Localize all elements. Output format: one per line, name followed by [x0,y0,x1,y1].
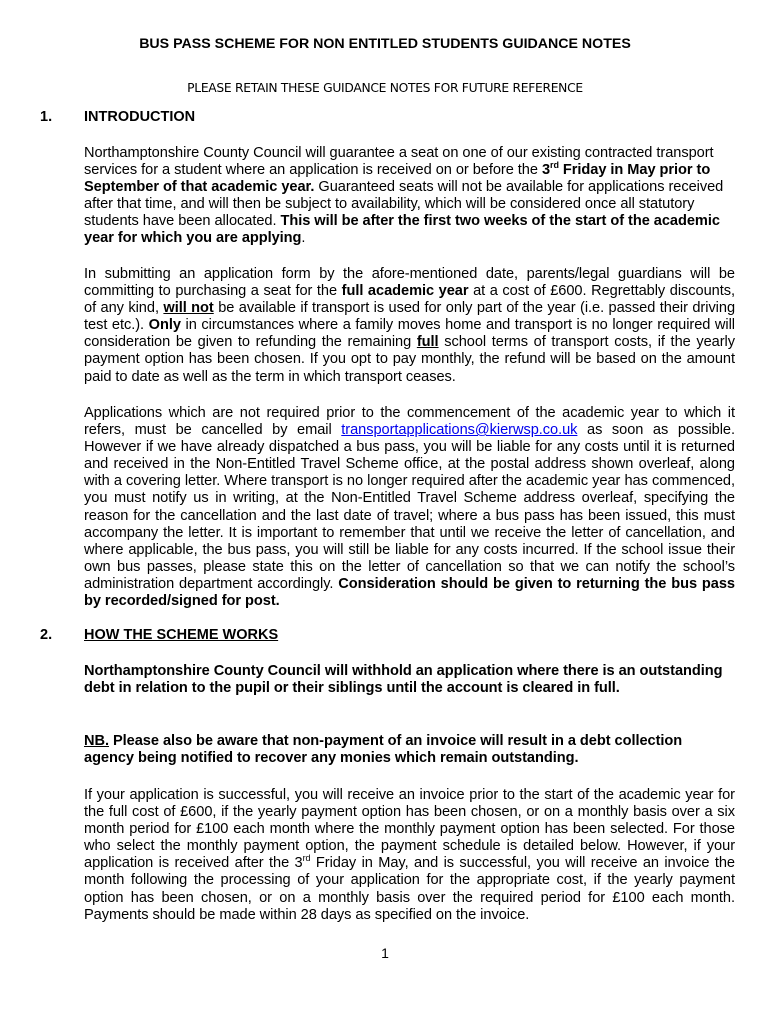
text-run: . [301,230,306,247]
text-run: be available if transport is used for only part of the year (i.e. passed their driving test etc.). [84,300,736,334]
text-run: Applications which are not required prior to the commencement of the academic year to which it refers, must be cancelled by email [84,405,735,439]
text-run: Consideration should be given to returning the bus pass by recorded/signed for post. [84,575,735,610]
text-run: In submitting an application form by the afore-mentioned date, parents/legal guardians will be committing to purchasing a seat for the [84,266,735,300]
text-run: as soon as possible. However if we have already dispatched a bus pass, you will be liable for any costs until it is returned and received in the Non-Entitled Travel Scheme office, at the postal address shown overleaf, along with a covering letter. Where transport is no longer required after the academic year has commenced, you must notify us in writing, at the Non-Entitled Travel Scheme address overleaf, specifying the reason for the cancellation and the last date of travel; where a bus pass has been issued, this must accompany the letter. It is important to remember that until we receive the letter of cancellation, and where applicable, the bus pass, you will still be liable for any costs incurred. If the school issue their own bus passes, please state this on the letter of cancellation so that we can notify the school’s administration department accordingly. [84,422,735,592]
text-run: Please also be aware that non-payment of an invoice will result in a debt collection agency being notified to recover any monies which remain outstanding. [84,733,683,767]
document-subtitle: PLEASE RETAIN THESE GUIDANCE NOTES FOR FUTURE REFERENCE [187,81,583,95]
text-run: Friday in May, and is successful, you will receive an invoice the month following the processing of your application for the appropriate cost, if the yearly payment option has been chosen, or on a monthly basis over the required period for £100 each month. Payments should be made within 28 days as specified on the invoice. [84,855,735,923]
paragraph-guarantee [84,145,735,248]
section-number: 1. [40,109,53,125]
text-run: If your application is successful, you will receive an invoice prior to the start of the academic year for the full cost of £600, if the yearly payment option has been chosen, or on a monthly basis over a six month period for £100 each month where the monthly payment option has been selected. For those who select the monthly payment option, the payment schedule is detailed below. However, if your application is received after the 3 [84,787,735,872]
superscript-text: rd [302,853,311,864]
section-heading-how-scheme-works: HOW THE SCHEME WORKS [84,627,279,643]
text-run: full academic year [341,283,469,300]
text-run: in circumstances where a family moves home and transport is no longer required will consideration be given to refunding the remaining [84,317,736,351]
section-heading-introduction: INTRODUCTION [84,109,196,125]
text-run: school terms of transport costs, if the yearly payment option has been chosen. If you opt to pay monthly, the refund will be based on the amount paid to date as well as the term in which transport ceases. [84,334,735,385]
paragraph-cancellation [84,405,735,610]
text-run: 3 [541,162,551,179]
text-run: Friday in May prior to September of that academic year. [84,162,711,196]
text-run: Northamptonshire County Council will guarantee a seat on one of our existing contracted transport services for a student where an application is received on or before the [84,145,714,179]
paragraph-outstanding-debt [84,663,735,697]
text-run: Northamptonshire County Council will withhold an application where there is an outstanding debt in relation to the pupil or their siblings until the account is cleared in full. [84,663,723,697]
superscript-text: rd [550,160,559,171]
paragraph-commitment [84,266,735,386]
text-run: Only [148,317,181,334]
section-number: 2. [40,627,53,643]
text-run: This will be after the first two weeks of the start of the academic year for which you are applying [84,213,720,247]
document-title: BUS PASS SCHEME FOR NON ENTITLED STUDENTS GUIDANCE NOTES [139,36,631,52]
text-run: full [416,334,439,351]
text-run: Guaranteed seats will not be available for applications received after that time, and will then be subject to availability, which will be considered once all statutory students have been allocated. [84,179,724,230]
paragraph-nb-debt-collection [84,733,735,767]
text-run: will not [163,300,214,317]
text-run: at a cost of £600. Regrettably discounts, of any kind, [84,283,735,317]
page-number: 1 [381,945,389,961]
paragraph-invoicing [84,787,735,924]
text-run: NB. [84,733,109,749]
email-link[interactable]: transportapplications@kierwsp.co.uk [341,422,578,439]
